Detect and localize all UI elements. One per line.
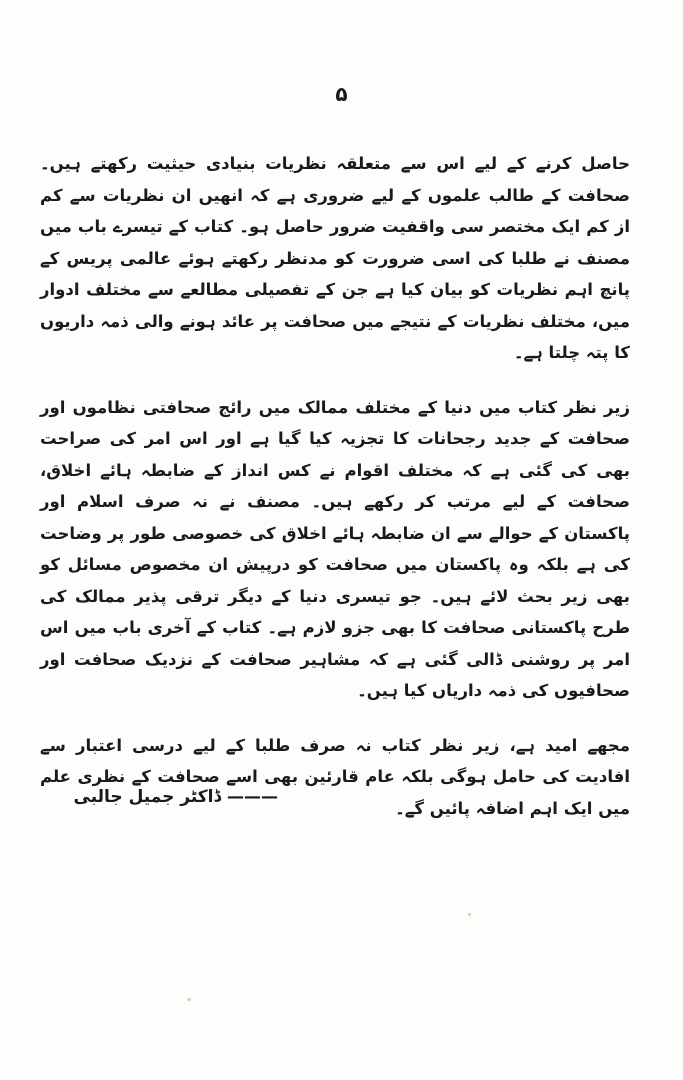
paragraph-1: حاصل کرنے کے لیے اس سے متعلقہ نظریات بنیادی حیثیت رکھتے ہیں۔ صحافت کے طالب علموں کے لیے ضروری ہے کہ انھیں ان نظریات سے کم از کم ایک مختصر سی واقفیت ضرور حاصل ہو۔ کتاب کے تیسرے باب میں مصنف نے طلبا کی اسی ضرورت کو مدنظر رکھتے ہوئے عالمی پریس کے پانچ اہم نظریات کو بیان کیا ہے جن کے تفصیلی مطالعے سے مختلف ادوار میں، مختلف نظریات کے نتیجے میں صحافت پر عائد ہونے والی ذمہ داریوں کا پتہ چلتا ہے۔ <box>40 154 630 362</box>
paragraph-3: مجھے امید ہے، زیر نظر کتاب نہ صرف طلبا کے لیے درسی اعتبار سے افادیت کی حامل ہوگی بلکہ عام قارئین بھی اسے صحافت کے نظری علم میں ایک اہم اضافہ پائیں گے۔ <box>40 735 630 818</box>
paper-speck <box>468 913 471 916</box>
page-number: ۵ <box>335 82 348 106</box>
paragraph-2: زیر نظر کتاب میں دنیا کے مختلف ممالک میں رائج صحافتی نظاموں اور صحافت کے جدید رجحانات کا تجزیہ کیا گیا ہے اور اس امر کی صراحت بھی کی گئی ہے کہ مختلف اقوام نے کس انداز کے ضابطہ ہائے اخلاق، صحافت کے لیے مرتب کر رکھے ہیں۔ مصنف نے نہ صرف اسلام اور پاکستان کے حوالے سے ان ضابطہ ہائے اخلاق کی خصوصی طور پر وضاحت کی ہے بلکہ وہ پاکستان میں صحافت کو درپیش ان مخصوص مسائل کو بھی زیر بحث لائے ہیں۔ جو تیسری دنیا کے دیگر ترقی پذیر ممالک کی طرح پاکستانی صحافت کا بھی جزو لازم ہے۔ کتاب کے آخری باب میں اس امر پر روشنی ڈالی گئی ہے کہ مشاہیر صحافت کے نزدیک صحافت اور صحافیوں کی ذمہ داریاں کیا ہیں۔ <box>40 397 630 700</box>
author-signature: ——— ڈاکٹر جمیل جالبی <box>73 787 278 807</box>
paper-speck <box>187 998 191 1001</box>
body-text <box>40 148 630 824</box>
